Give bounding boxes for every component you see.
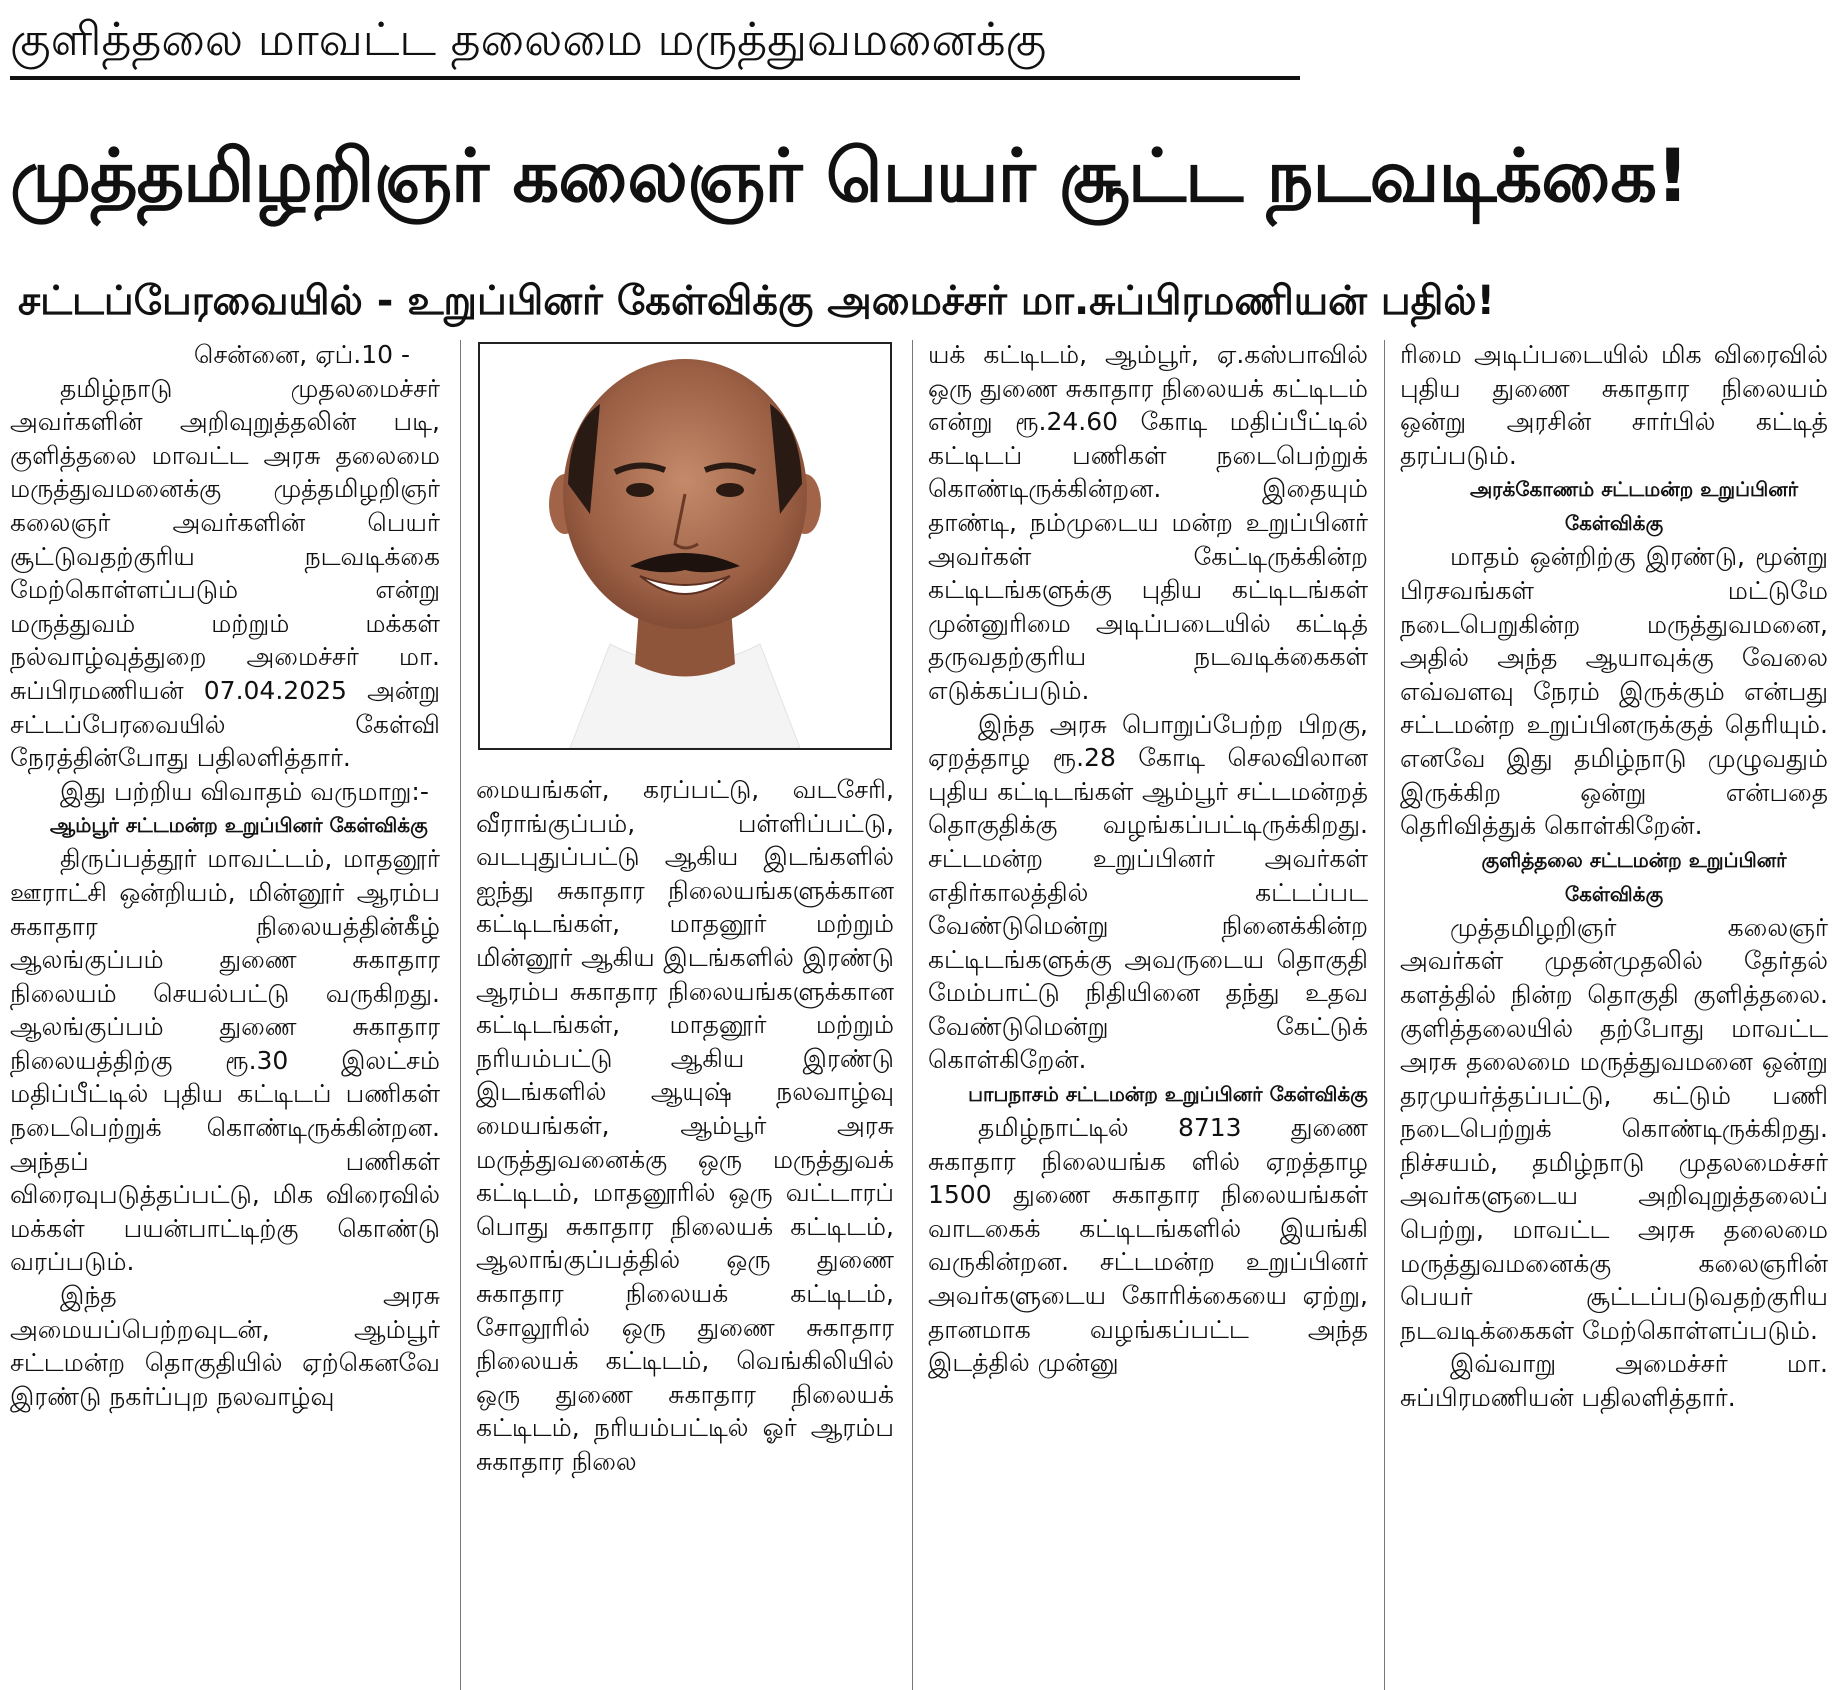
paragraph: திருப்பத்தூர் மாவட்டம், மாதனூர் ஊராட்சி ஒன்றியம், மின்னூர் ஆரம்ப சுகாதார நிலையத்தின்கீழ் ஆலங்குப்பம் துணை சுகாதார நிலையம் செயல்பட்டு வருகிறது. ஆலங்குப்பம் துணை சுகாதார நிலையத்திற்கு ரூ.30 இலட்சம் மதிப்பீட்டில் புதிய கட்டிடப் பணிகள் நடைபெற்றுக் கொண்டிருக்கின்றன. அந்தப் பணிகள் விரைவுபடுத்தப்பட்டு, மிக விரைவில் மக்கள் பயன்பாட்டிற்கு கொண்டு வரப்படும். xyxy=(10,844,440,1277)
column-rule xyxy=(1384,340,1385,1690)
section-subhead: அரக்கோணம் சட்டமன்ற உறுப்பினர் கேள்விக்கு xyxy=(1469,477,1799,536)
paragraph: மாதம் ஒன்றிற்கு இரண்டு, மூன்று பிரசவங்கள் மட்டுமே நடைபெறுகின்ற மருத்துவமனை, அதில் அந்த ஆயாவுக்கு வேலை எவ்வளவு நேரம் இருக்கும் என்பது சட்டமன்ற உறுப்பினருக்குத் தெரியும். எனவே இது தமிழ்நாடு முழுவதும் இருக்கிற ஒன்று என்பதை தெரிவித்துக் கொள்கிறேன். xyxy=(1400,542,1828,841)
section-subhead: குளித்தலை சட்டமன்ற உறுப்பினர் கேள்விக்கு xyxy=(1481,847,1787,906)
column-rule xyxy=(912,340,913,1690)
paragraph: மையங்கள், கரப்பட்டு, வடசேரி, வீராங்குப்பம், பள்ளிப்பட்டு, வடபுதுப்பட்டு ஆகிய இடங்களில் ஐந்து சுகாதார நிலையங்களுக்கான கட்டிடங்கள், மாதனூர் மற்றும் மின்னூர் ஆகிய இடங்களில் இரண்டு ஆரம்ப சுகாதார நிலையங்களுக்கான கட்டிடங்கள், மாதனூர் மற்றும் நரியம்பட்டு ஆகிய இரண்டு இடங்களில் ஆயுஷ் நலவாழ்வு மையங்கள், ஆம்பூர் அரசு மருத்துவனைக்கு ஒரு மருத்துவக் கட்டிடம், மாதனூரில் ஒரு வட்டாரப் பொது சுகாதார நிலையக் கட்டிடம், ஆலாங்குப்பத்தில் ஒரு துணை சுகாதார நிலையக் கட்டிடம், சோலூரில் ஒரு துணை சுகாதார நிலையக் கட்டிடம், வெங்கிலியில் ஒரு துணை சுகாதார நிலையக் கட்டிடம், நரியம்பட்டில் ஓர் ஆரம்ப சுகாதார நிலை xyxy=(476,775,894,1476)
article-column-4 xyxy=(1400,338,1828,1690)
sub-headline: சட்டப்பேரவையில் - உறுப்பினர் கேள்விக்கு அமைச்சர் மா.சுப்பிரமணியன் பதில்! xyxy=(18,278,1495,324)
article-column-1 xyxy=(10,338,440,1690)
paragraph: இவ்வாறு அமைச்சர் மா. சுப்பிரமணியன் பதிலளித்தார். xyxy=(1400,1349,1828,1413)
paragraph: முத்தமிழறிஞர் கலைஞர் அவர்கள் முதன்முதலில் தேர்தல் களத்தில் நின்ற தொகுதி குளித்தலை. குளித்தலையில் தற்போது மாவட்ட அரசு தலைமை மருத்துவமனை ஒன்று தரமுயர்த்தப்பட்டு, கட்டும் பணி நடைபெற்றுக் கொண்டிருக்கிறது. நிச்சயம், தமிழ்நாடு முதலமைச்சர் அவர்களுடைய அறிவுறுத்தலைப் பெற்று, மாவட்ட அரசு தலைமை மருத்துவமனைக்கு கலைஞரின் பெயர் சூட்டப்படுவதற்குரிய நடவடிக்கைகள் மேற்கொள்ளப்படும். xyxy=(1400,912,1828,1345)
column-rule xyxy=(460,340,461,1690)
paragraph: யக் கட்டிடம், ஆம்பூர், ஏ.கஸ்பாவில் ஒரு துணை சுகாதார நிலையக் கட்டிடம் என்று ரூ.24.60 கோடி மதிப்பீட்டில் கட்டிடப் பணிகள் நடைபெற்றுக் கொண்டிருக்கின்றன. இதையும் தாண்டி, நம்முடைய மன்ற உறுப்பினர் அவர்கள் கேட்டிருக்கின்ற கட்டிடங்களுக்கு புதிய கட்டிடங்கள் முன்னுரிமை அடிப்படையில் கட்டித் தருவதற்குரிய நடவடிக்கைகள் எடுக்கப்படும். xyxy=(928,340,1368,705)
section-subhead: பாபநாசம் சட்டமன்ற உறுப்பினர் கேள்விக்கு xyxy=(968,1082,1368,1107)
minister-photo xyxy=(478,342,892,750)
paragraph: இந்த அரசு அமையப்பெற்றவுடன், ஆம்பூர் சட்டமன்ற தொகுதியில் ஏற்கெனவே இரண்டு நகர்ப்புற நலவாழ்வு xyxy=(10,1281,440,1411)
article-column-3 xyxy=(928,338,1368,1690)
portrait-image xyxy=(480,344,890,748)
paragraph: இந்த அரசு பொறுப்பேற்ற பிறகு, ஏறத்தாழ ரூ.28 கோடி செலவிலான புதிய கட்டிடங்கள் ஆம்பூர் சட்டமன்றத் தொகுதிக்கு வழங்கப்பட்டிருக்கிறது. சட்டமன்ற உறுப்பினர் அவர்கள் எதிர்காலத்தில் கட்டப்பட வேண்டுமென்று நினைக்கின்ற கட்டிடங்களுக்கு அவருடைய தொகுதி மேம்பாட்டு நிதியினை தந்து உதவ வேண்டுமென்று கேட்டுக் கொள்கிறேன். xyxy=(928,709,1368,1075)
dateline: சென்னை, ஏப்.10 - xyxy=(193,340,410,369)
main-headline: முத்தமிழறிஞர் கலைஞர் பெயர் சூட்ட நடவடிக்கை! xyxy=(10,134,1689,219)
paragraph: ரிமை அடிப்படையில் மிக விரைவில் புதிய துணை சுகாதார நிலையம் ஒன்று அரசின் சார்பில் கட்டித் தரப்படும். xyxy=(1400,340,1828,470)
paragraph: தமிழ்நாட்டில் 8713 துணை சுகாதார நிலையங்க ளில் ஏறத்தாழ 1500 துணை சுகாதார நிலையங்கள் வாடகைக் கட்டிடங்களில் இயங்கி வருகின்றன. சட்டமன்ற உறுப்பினர் அவர்களுடைய கோரிக்கையை ஏற்று, தானமாக வழங்கப்பட்ட அந்த இடத்தில் முன்னு xyxy=(928,1113,1368,1378)
article-column-2 xyxy=(476,773,894,1690)
section-subhead: ஆம்பூர் சட்டமன்ற உறுப்பினர் கேள்விக்கு xyxy=(50,813,428,838)
kicker-headline: குளித்தலை மாவட்ட தலைமை மருத்துவமனைக்கு xyxy=(10,6,1300,80)
paragraph: தமிழ்நாடு முதலமைச்சர் அவர்களின் அறிவுறுத்தலின் படி, குளித்தலை மாவட்ட அரசு தலைமை மருத்துவமனைக்கு முத்தமிழறிஞர் கலைஞர் அவர்களின் பெயர் சூட்டுவதற்குரிய நடவடிக்கை மேற்கொள்ளப்படும் என்று மருத்துவம் மற்றும் மக்கள் நல்வாழ்வுத்துறை அமைச்சர் மா. சுப்பிரமணியன் 07.04.2025 அன்று சட்டப்பேரவையில் கேள்வி நேரத்தின்போது பதிலளித்தார். xyxy=(10,373,440,773)
paragraph: இது பற்றிய விவாதம் வருமாறு:- xyxy=(60,776,429,806)
